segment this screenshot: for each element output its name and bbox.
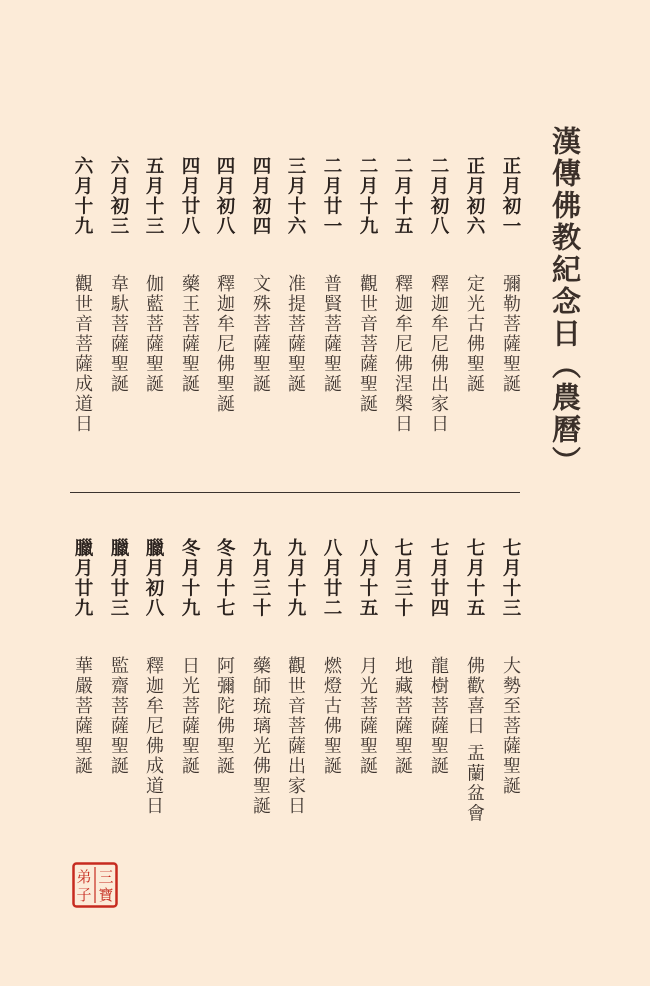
- entry-date: 臘月初八: [143, 538, 164, 618]
- entry-column: [174, 156, 204, 394]
- entry-column: [423, 538, 453, 776]
- entry-date: 九月十九: [285, 538, 306, 618]
- seal-char: 三: [98, 868, 114, 886]
- entry-event: 釋迦牟尼佛聖誕: [214, 274, 235, 414]
- entry-event: 月光菩薩聖誕: [357, 656, 378, 776]
- entry-column: [352, 538, 382, 776]
- entry-column: [352, 156, 382, 414]
- entry-event: 觀世音菩薩出家日: [285, 656, 306, 816]
- entry-column: [245, 538, 275, 816]
- entry-date: 冬月十九: [179, 538, 200, 618]
- entry-event: 藥師琉璃光佛聖誕: [250, 656, 271, 816]
- entry-event: 佛歡喜日 盂蘭盆會: [464, 656, 485, 824]
- entry-date: 臘月廿三: [108, 538, 129, 618]
- red-seal-stamp-icon: [72, 862, 118, 908]
- entry-date: 二月廿一: [321, 156, 342, 236]
- entry-date: 三月十六: [285, 156, 306, 236]
- entry-date: 九月三十: [250, 538, 271, 618]
- entry-column: [67, 156, 97, 434]
- entry-column: [67, 538, 97, 776]
- entry-column: [209, 538, 239, 776]
- entry-date: 四月初八: [214, 156, 235, 236]
- entry-column: [387, 156, 417, 434]
- entry-event: 定光古佛聖誕: [464, 274, 485, 394]
- entry-column: [245, 156, 275, 394]
- entry-date: 八月十五: [357, 538, 378, 618]
- entry-date: 臘月廿九: [72, 538, 93, 618]
- entry-column: [280, 156, 310, 394]
- entry-column: [387, 538, 417, 776]
- seal-char: 弟: [76, 868, 92, 886]
- section-divider: [70, 492, 520, 493]
- entry-event: 阿彌陀佛聖誕: [214, 656, 235, 776]
- seal-char: 子: [76, 886, 92, 904]
- entry-date: 七月廿四: [428, 538, 449, 618]
- entry-column: [495, 538, 525, 796]
- entry-column: [103, 156, 133, 394]
- entry-date: 四月初四: [250, 156, 271, 236]
- entry-column: [316, 538, 346, 776]
- entry-event: 華嚴菩薩聖誕: [72, 656, 93, 776]
- entry-event: 彌勒菩薩聖誕: [500, 274, 521, 394]
- entry-event: 釋迦牟尼佛出家日: [428, 274, 449, 434]
- entry-event: 伽藍菩薩聖誕: [143, 274, 164, 394]
- entry-column: [138, 156, 168, 394]
- entry-date: 二月十五: [392, 156, 413, 236]
- entry-date: 二月初八: [428, 156, 449, 236]
- entry-event: 文殊菩薩聖誕: [250, 274, 271, 394]
- entry-event: 龍樹菩薩聖誕: [428, 656, 449, 776]
- entry-date: 二月十九: [357, 156, 378, 236]
- seal-char: 寶: [98, 886, 114, 904]
- entry-event: 觀世音菩薩成道日: [72, 274, 93, 434]
- entry-event: 釋迦牟尼佛成道日: [143, 656, 164, 816]
- entry-event: 釋迦牟尼佛涅槃日: [392, 274, 413, 434]
- entry-date: 七月三十: [392, 538, 413, 618]
- entry-date: 四月廿八: [179, 156, 200, 236]
- entry-event: 大勢至菩薩聖誕: [500, 656, 521, 796]
- entry-column: [495, 156, 525, 394]
- entry-event: 准提菩薩聖誕: [285, 274, 306, 394]
- page-title: 漢傳佛教紀念日（農曆）: [548, 126, 582, 478]
- entry-column: [174, 538, 204, 776]
- entry-event: 地藏菩薩聖誕: [392, 656, 413, 776]
- entry-date: 七月十五: [464, 538, 485, 618]
- entry-date: 冬月十七: [214, 538, 235, 618]
- entry-date: 正月初一: [500, 156, 521, 236]
- entry-column: [459, 156, 489, 394]
- entry-event: 藥王菩薩聖誕: [179, 274, 200, 394]
- entry-date: 七月十三: [500, 538, 521, 618]
- entry-event: 普賢菩薩聖誕: [321, 274, 342, 394]
- entry-date: 六月初三: [108, 156, 129, 236]
- entry-column: [209, 156, 239, 414]
- entry-event: 監齋菩薩聖誕: [108, 656, 129, 776]
- entry-event: 日光菩薩聖誕: [179, 656, 200, 776]
- entry-column: [280, 538, 310, 816]
- entry-date: 五月十三: [143, 156, 164, 236]
- entry-column: [316, 156, 346, 394]
- entry-column: [459, 538, 489, 824]
- entry-column: [423, 156, 453, 434]
- entry-event: 燃燈古佛聖誕: [321, 656, 342, 776]
- entry-date: 八月廿二: [321, 538, 342, 618]
- entry-date: 六月十九: [72, 156, 93, 236]
- entry-column: [138, 538, 168, 816]
- entry-date: 正月初六: [464, 156, 485, 236]
- entry-column: [103, 538, 133, 776]
- entry-event: 觀世音菩薩聖誕: [357, 274, 378, 414]
- entry-event: 韋馱菩薩聖誕: [108, 274, 129, 394]
